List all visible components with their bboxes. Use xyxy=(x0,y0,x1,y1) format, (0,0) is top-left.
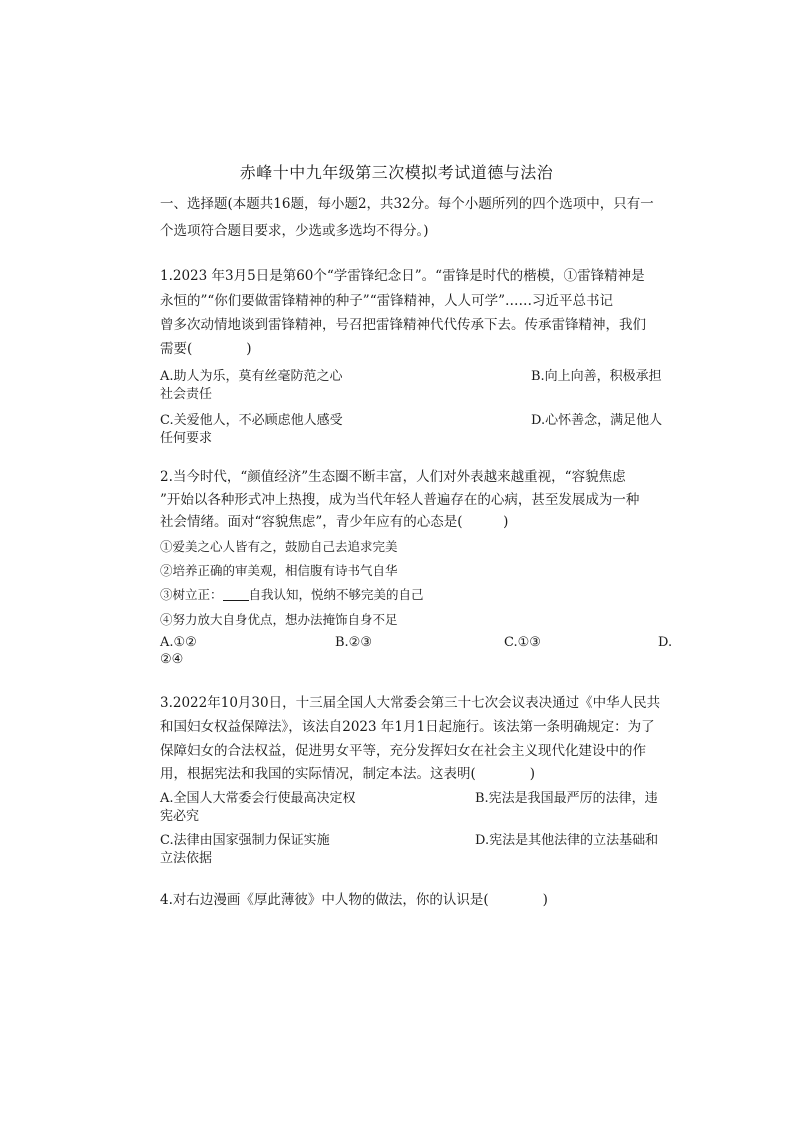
q1-stem-line4: 需要( ) xyxy=(160,341,252,357)
q4-stem-line1: 4.对右边漫画《厚此薄彼》中人物的做法，你的认识是( ) xyxy=(160,892,548,908)
q3-stem-line4: 用，根据宪法和我国的实际情况，制定本法。这表明( ) xyxy=(160,766,536,782)
q2-option-d: D. xyxy=(658,635,673,650)
q1-option-c: C.关爱他人，不必顾虑他人感受 xyxy=(160,413,343,428)
q2-stem-line2: ”开始以各种形式冲上热搜，成为当代年轻人普遍存在的心病，甚至发展成为一种 xyxy=(160,492,640,508)
q2-stem-line3: 社会情绪。面对“容貌焦虑”，青少年应有的心态是( ) xyxy=(160,514,509,530)
q3-stem-line3: 保障妇女的合法权益，促进男女平等，充分发挥妇女在社会主义现代化建设中的作 xyxy=(160,743,646,759)
q2-option-b: B.②③ xyxy=(335,635,372,650)
q1-option-d-cont: 任何要求 xyxy=(160,431,213,446)
q3-option-d: D.宪法是其他法律的立法基础和 xyxy=(475,833,659,848)
q1-stem-line3: 曾多次动情地谈到雷锋精神，号召把雷锋精神代代传承下去。传承雷锋精神，我们 xyxy=(160,317,646,333)
q2-option-d-cont: ②④ xyxy=(160,652,184,667)
q2-item-3-prefix: ③树立正： xyxy=(160,587,223,602)
section-instruction-line1: 一、选择题(本题共16题，每小题2，共32分。每个小题所列的四个选项中，只有一 xyxy=(160,196,654,212)
q2-stem-line1: 2.当今时代，“颜值经济”生态圈不断丰富，人们对外表越来越重视，“容貌焦虑 xyxy=(160,469,626,485)
q3-stem-line1: 3.2022年10月30日，十三届全国人大常委会第三十七次会议表决通过《中华人民共 xyxy=(160,695,661,711)
q2-item-3-suffix: 自我认知，悦纳不够完美的自己 xyxy=(248,587,424,602)
q1-stem-line1: 1.2023 年3月5日是第60个“学雷锋纪念日”。“雷锋是时代的楷模，①雷锋精神是 xyxy=(160,268,645,284)
q1-option-b-cont: 社会责任 xyxy=(160,387,213,402)
exam-title: 赤峰十中九年级第三次模拟考试道德与法治 xyxy=(239,163,554,182)
q1-stem-line2: 永恒的”“你们要做雷锋精神的种子”“雷锋精神，人人可学”……习近平总书记 xyxy=(160,293,614,309)
section-instruction-line2: 个选项符合题目要求，少选或多选均不得分。) xyxy=(160,223,429,239)
q2-item-4: ④努力放大自身优点，想办法掩饰自身不足 xyxy=(160,612,398,627)
q3-option-b-cont: 宪必究 xyxy=(160,809,200,824)
q3-option-d-cont: 立法依据 xyxy=(160,851,213,866)
q2-item-3 xyxy=(160,585,424,603)
q2-item-2: ②培养正确的审美观，相信腹有诗书气自华 xyxy=(160,563,398,578)
q2-item-1: ①爱美之心人皆有之，鼓励自己去追求完美 xyxy=(160,539,398,554)
q3-option-a: A.全国人大常委会行使最高决定权 xyxy=(160,791,356,806)
q3-option-b: B.宪法是我国最严厉的法律，违 xyxy=(475,791,658,806)
q3-stem-line2: 和国妇女权益保障法》，该法自2023 年1月1日起施行。该法第一条明确规定：为了 xyxy=(160,719,655,735)
q2-option-a: A.①② xyxy=(160,635,197,650)
q1-option-d: D.心怀善念，满足他人 xyxy=(531,413,663,428)
q2-option-c: C.①③ xyxy=(504,635,541,650)
q1-option-b: B.向上向善，积极承担 xyxy=(531,369,662,384)
q1-option-a: A.助人为乐，莫有丝毫防范之心 xyxy=(160,369,343,384)
q3-option-c: C.法律由国家强制力保证实施 xyxy=(160,833,330,848)
q2-item-3-blank xyxy=(223,586,249,601)
